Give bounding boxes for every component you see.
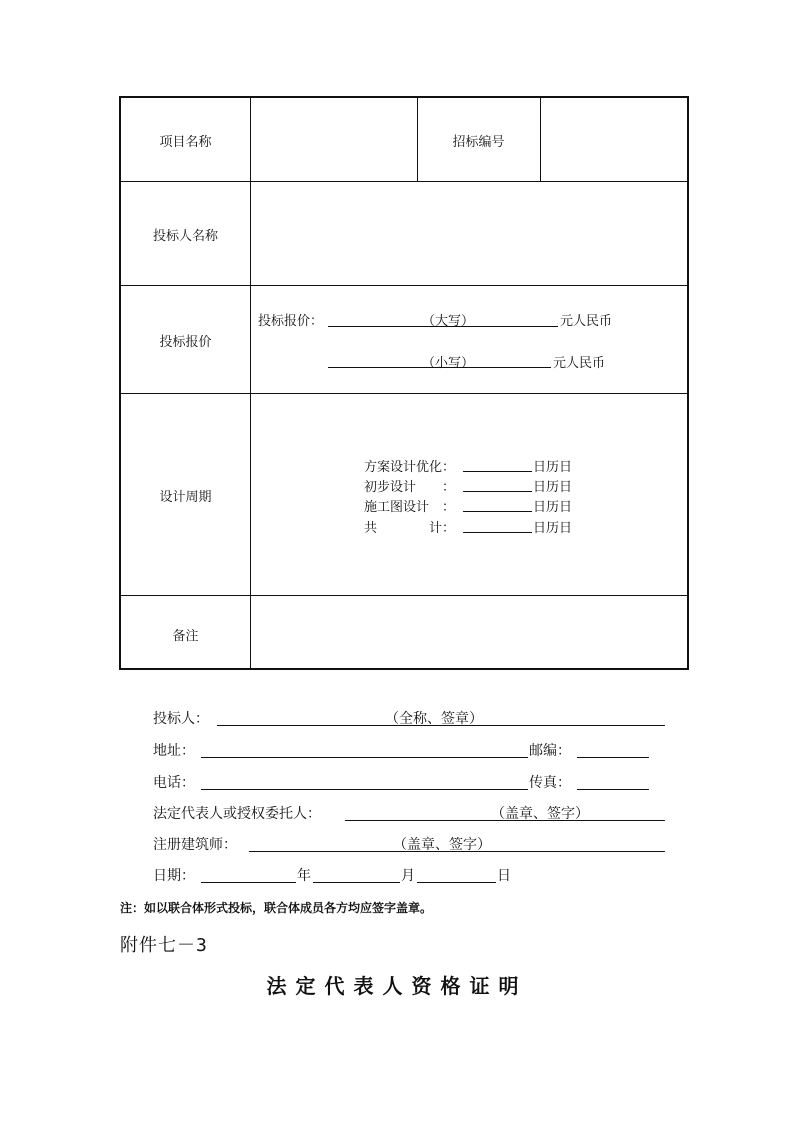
design-row-unit: 日历日 <box>533 500 573 515</box>
design-row-label: 方案设计优化： <box>364 460 456 475</box>
legal-rep-label: 法定代表人或授权委托人： <box>153 806 321 822</box>
project-name-field[interactable] <box>252 98 416 180</box>
project-name-label: 项目名称 <box>159 135 212 150</box>
bid-price-prefix: 投标报价： <box>258 314 324 329</box>
day-input-line[interactable] <box>417 882 496 883</box>
document-title: 法定代表人资格证明 <box>266 974 528 998</box>
design-row-unit: 日历日 <box>533 521 573 536</box>
address-label: 地址： <box>153 743 195 759</box>
design-row-label: 初步设计 ： <box>364 480 456 495</box>
bidder-note: （全称、签章） <box>385 711 483 727</box>
design-row-unit: 日历日 <box>533 480 573 495</box>
architect-note: （盖章、签字） <box>393 837 491 853</box>
design-row-input[interactable] <box>463 532 532 533</box>
row-divider <box>121 393 687 394</box>
column-divider <box>250 98 251 670</box>
phone-input-line[interactable] <box>201 789 528 790</box>
fax-input-line[interactable] <box>577 789 649 790</box>
column-divider <box>540 98 541 181</box>
day-label: 日 <box>497 868 511 884</box>
annex-label: 附件七－3 <box>120 935 208 956</box>
legal-rep-note: （盖章、签字） <box>491 806 589 822</box>
joint-bid-note: 注：如以联合体形式投标，联合体成员各方均应签字盖章。 <box>120 901 433 915</box>
month-label: 月 <box>401 868 415 884</box>
row-divider <box>121 595 687 596</box>
design-row-unit: 日历日 <box>533 460 573 475</box>
bid-price-upper-note: （大写） <box>422 314 475 329</box>
fax-label: 传真： <box>529 775 571 791</box>
bid-price-label: 投标报价 <box>159 335 212 350</box>
year-label: 年 <box>297 868 311 884</box>
bidder-name-field[interactable] <box>252 183 689 284</box>
tender-no-label: 招标编号 <box>452 135 505 150</box>
bid-price-upper-unit: 元人民币 <box>560 314 613 329</box>
design-row-label: 共 计： <box>364 521 456 536</box>
design-row-input[interactable] <box>463 491 532 492</box>
bid-summary-table <box>119 96 689 670</box>
postcode-label: 邮编： <box>529 743 571 759</box>
phone-label: 电话： <box>153 775 195 791</box>
address-input-line[interactable] <box>201 757 528 758</box>
design-row-input[interactable] <box>463 471 532 472</box>
tender-no-field[interactable] <box>542 98 689 180</box>
design-period-label: 设计周期 <box>159 490 212 505</box>
bid-price-lower-note: （小写） <box>422 356 475 371</box>
bidder-label: 投标人： <box>153 711 209 727</box>
bidder-name-label: 投标人名称 <box>152 229 218 244</box>
bid-price-lower-unit: 元人民币 <box>553 356 606 371</box>
remarks-field[interactable] <box>252 597 689 669</box>
row-divider <box>121 285 687 286</box>
design-row-label: 施工图设计 ： <box>364 500 456 515</box>
remarks-label: 备注 <box>172 629 199 644</box>
design-row-input[interactable] <box>463 511 532 512</box>
date-label: 日期： <box>153 868 195 884</box>
year-input-line[interactable] <box>201 882 296 883</box>
row-divider <box>121 181 687 182</box>
architect-label: 注册建筑师： <box>153 837 237 853</box>
month-input-line[interactable] <box>313 882 400 883</box>
postcode-input-line[interactable] <box>577 757 649 758</box>
